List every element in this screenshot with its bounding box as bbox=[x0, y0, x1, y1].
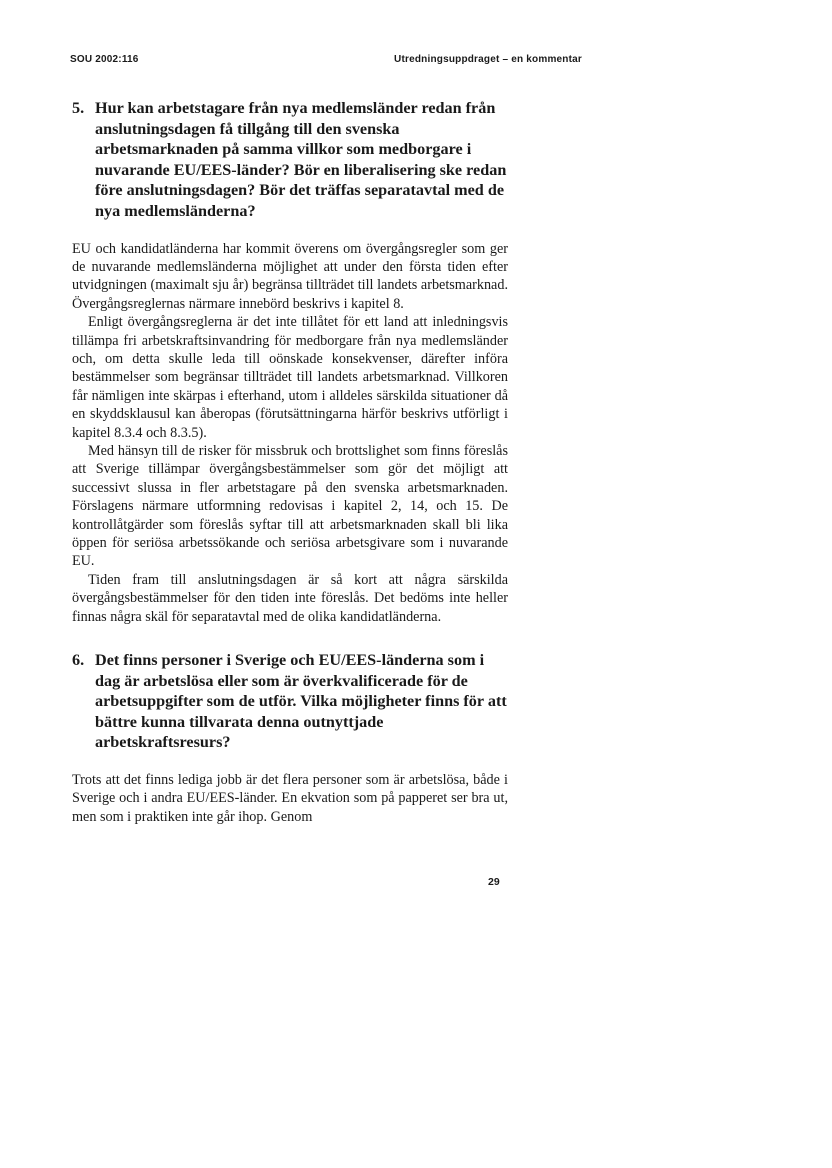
question-5 bbox=[72, 98, 508, 222]
header-section-title: Utredningsuppdraget – en kommentar bbox=[394, 54, 582, 65]
page-content bbox=[72, 98, 508, 826]
body-paragraph: EU och kandidatländerna har kommit överens om övergångsregler som ger de nuvarande medlemsländerna möjlighet att under den första tiden efter utvidgningen (maximalt sju år) begränsa tillträdet till landets arbetsmarknad. Övergångsreglernas närmare innebörd beskrivs i kapitel 8. bbox=[72, 240, 508, 312]
body-paragraph: Trots att det finns lediga jobb är det flera personer som är arbetslösa, både i Sverige och i andra EU/EES-länder. En ekvation som på papperet ser bra ut, men som i praktiken inte går ihop. Genom bbox=[72, 772, 508, 825]
question-text: Hur kan arbetstagare från nya medlemsländer redan från anslutningsdagen få tillgång till den svenska arbetsmarknaden på samma villkor som medborgare i nuvarande EU/EES-länder? Bör en liberalisering ske redan före anslutningsdagen? Bör det träffas separatavtal med de nya medlemsländerna? bbox=[95, 99, 507, 220]
body-paragraph: Enligt övergångsreglerna är det inte tillåtet för ett land att inledningsvis tillämpa fri arbetskraftsinvandring för medborgare från nya medlemsländer och, om detta skulle leda till oönskade konsekvenser, därefter införa bestämmelser som begränsar tillträdet till landets arbetsmarknad. Villkoren får nämligen inte skärpas i efterhand, utom i alldeles särskilda situationer då en skyddsklausul kan åberopas (förutsättningarna härför beskrivs utförligt i kapitel 8.3.4 och 8.3.5). bbox=[72, 314, 508, 441]
header-report-id: SOU 2002:116 bbox=[70, 54, 139, 65]
question-number: 6. bbox=[72, 651, 85, 670]
page-number: 29 bbox=[488, 876, 500, 888]
question-text: Det finns personer i Sverige och EU/EES-länderna som i dag är arbetslösa eller som är överkvalificerade för de arbetsuppgifter som de utför. Vilka möjligheter finns för att bättre kunna tillvarata denna outnyttjade arbetskraftsresurs? bbox=[95, 651, 507, 752]
body-paragraph: Tiden fram till anslutningsdagen är så kort att några särskilda övergångsbestämmelser för den tiden inte föreslås. Det bedöms inte heller finnas några skäl för separatavtal med de olika kandidatländerna. bbox=[72, 571, 508, 625]
question-6 bbox=[72, 650, 508, 753]
body-paragraph: Med hänsyn till de risker för missbruk och brottslighet som finns föreslås att Sverige tillämpar övergångsbestämmelser som gör det möjligt att successivt slussa in fler arbetstagare på den svenska arbetsmarknaden. Förslagens närmare utformning redovisas i kapitel 2, 14, och 15. De kontrollåtgärder som föreslås syftar till att arbetsmarknaden skall bli lika öppen för seriösa arbetssökande och seriösa arbetsgivare som i nuvarande EU. bbox=[72, 443, 508, 570]
question-number: 5. bbox=[72, 99, 85, 117]
